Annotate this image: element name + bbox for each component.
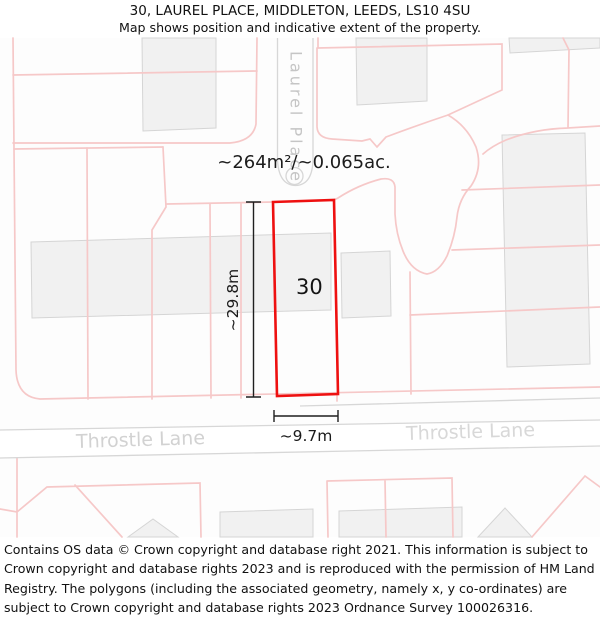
header <box>0 0 600 36</box>
terrace-building-footprint <box>31 233 331 318</box>
building-footprint <box>339 507 462 537</box>
building-footprint <box>356 38 427 105</box>
area-label: ~264m²/~0.065ac. <box>217 152 391 173</box>
building-footprint <box>502 133 590 367</box>
street-label-throstle-lane-right: Throstle Lane <box>405 418 536 446</box>
street-label-throstle-lane-left: Throstle Lane <box>75 426 206 454</box>
street-label-laurel-place: Laurel Place <box>286 51 306 184</box>
building-footprint <box>341 251 391 318</box>
page-subtitle: Map shows position and indicative extent of the property. <box>118 20 482 35</box>
attribution-text: Contains OS data © Crown copyright and database right 2021. This information is subject to Crown copyright and database rights 2023 and is reproduced with the permission of HM Land Registry. The polygons (including the associated geometry, namely x, y co-ordinates) are subject to Crown copyright and database rights 2023 Ordnance Survey 100026316. <box>0 538 600 617</box>
page-title: 30, LAUREL PLACE, MIDDLETON, LEEDS, LS10 4SU <box>129 3 471 19</box>
plot-number: 30 <box>296 275 323 299</box>
building-footprint <box>220 509 313 537</box>
height-dimension-label: ~29.8m <box>224 268 242 332</box>
width-dimension-label: ~9.7m <box>279 427 333 445</box>
building-footprint <box>142 38 216 131</box>
